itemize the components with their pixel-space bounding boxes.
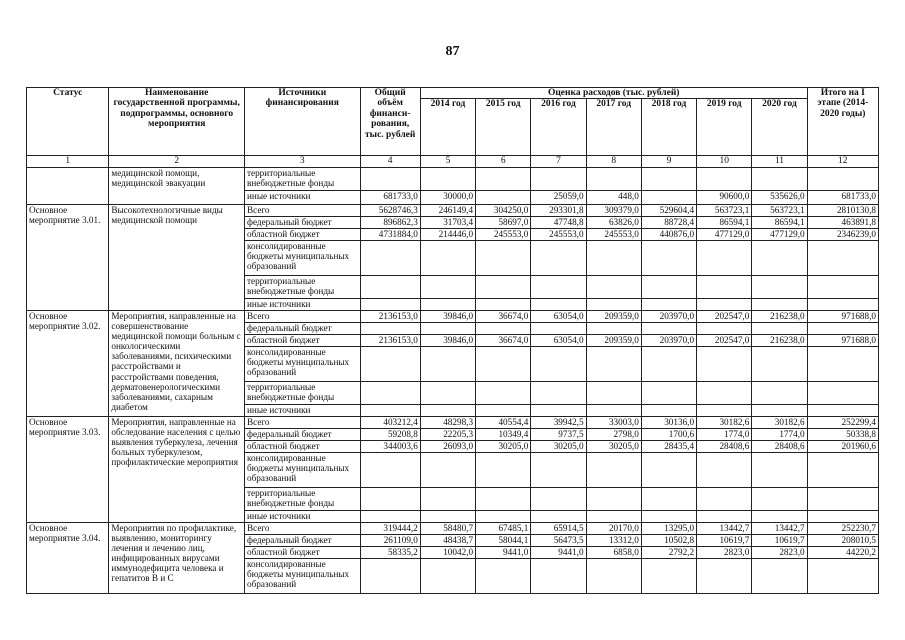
- amount-cell: 293301,8: [531, 204, 586, 216]
- amount-cell: [476, 510, 531, 522]
- amount-cell: 971688,0: [807, 310, 878, 322]
- amount-cell: 10349,4: [476, 428, 531, 440]
- table-body: [27, 156, 879, 593]
- amount-cell: 58335,2: [360, 546, 420, 558]
- amount-cell: [586, 558, 641, 593]
- amount-cell: [586, 452, 641, 487]
- amount-cell: 58697,0: [476, 216, 531, 228]
- amount-cell: 304250,0: [476, 204, 531, 216]
- funding-source: консолидированные бюджеты муниципальных образований: [245, 240, 361, 275]
- amount-cell: [752, 452, 807, 487]
- amount-cell: 59208,8: [360, 428, 420, 440]
- amount-cell: 1774,0: [697, 428, 752, 440]
- table-row: [27, 310, 879, 322]
- amount-cell: [531, 275, 586, 298]
- column-number-row: [27, 156, 879, 167]
- amount-cell: [807, 487, 878, 510]
- amount-cell: [697, 298, 752, 310]
- amount-cell: 63054,0: [531, 310, 586, 322]
- amount-cell: [807, 275, 878, 298]
- amount-cell: [586, 487, 641, 510]
- amount-cell: 214446,0: [420, 228, 475, 240]
- amount-cell: [641, 487, 696, 510]
- amount-cell: 28408,6: [752, 440, 807, 452]
- header-status: Статус: [27, 88, 109, 156]
- amount-cell: 2823,0: [697, 546, 752, 558]
- amount-cell: 30182,6: [752, 416, 807, 428]
- amount-cell: [752, 381, 807, 404]
- amount-cell: 39942,5: [531, 416, 586, 428]
- amount-cell: 319444,2: [360, 522, 420, 534]
- amount-cell: [420, 298, 475, 310]
- column-number: 10: [697, 156, 752, 167]
- amount-cell: [531, 381, 586, 404]
- amount-cell: 448,0: [586, 190, 641, 204]
- amount-cell: [531, 510, 586, 522]
- amount-cell: 10042,0: [420, 546, 475, 558]
- amount-cell: 13295,0: [641, 522, 696, 534]
- funding-source: консолидированные бюджеты муниципальных образований: [245, 346, 361, 381]
- amount-cell: [697, 322, 752, 334]
- amount-cell: 681733,0: [807, 190, 878, 204]
- column-number: 9: [641, 156, 696, 167]
- amount-cell: [476, 558, 531, 593]
- amount-cell: 2823,0: [752, 546, 807, 558]
- amount-cell: [420, 404, 475, 416]
- amount-cell: 10502,8: [641, 534, 696, 546]
- amount-cell: 896862,3: [360, 216, 420, 228]
- amount-cell: [420, 558, 475, 593]
- amount-cell: [586, 404, 641, 416]
- amount-cell: 5628746,3: [360, 204, 420, 216]
- amount-cell: [531, 558, 586, 593]
- amount-cell: 47748,8: [531, 216, 586, 228]
- amount-cell: [641, 381, 696, 404]
- amount-cell: 13442,7: [752, 522, 807, 534]
- funding-source: Всего: [245, 310, 361, 322]
- amount-cell: [586, 510, 641, 522]
- amount-cell: 1700,6: [641, 428, 696, 440]
- amount-cell: 30136,0: [641, 416, 696, 428]
- amount-cell: [586, 298, 641, 310]
- funding-source: областной бюджет: [245, 440, 361, 452]
- amount-cell: 6858,0: [586, 546, 641, 558]
- amount-cell: 50338,8: [807, 428, 878, 440]
- funding-source: областной бюджет: [245, 334, 361, 346]
- amount-cell: [807, 167, 878, 190]
- amount-cell: 203970,0: [641, 334, 696, 346]
- amount-cell: 463891,8: [807, 216, 878, 228]
- funding-source: территориальные внебюджетные фонды: [245, 381, 361, 404]
- column-number: 6: [476, 156, 531, 167]
- amount-cell: [531, 404, 586, 416]
- amount-cell: 563723,1: [752, 204, 807, 216]
- amount-cell: [420, 487, 475, 510]
- amount-cell: [360, 452, 420, 487]
- column-number: 12: [807, 156, 878, 167]
- amount-cell: 36674,0: [476, 334, 531, 346]
- amount-cell: 20170,0: [586, 522, 641, 534]
- amount-cell: 202547,0: [697, 334, 752, 346]
- amount-cell: 535626,0: [752, 190, 807, 204]
- amount-cell: [752, 558, 807, 593]
- header-year: 2019 год: [697, 99, 752, 156]
- amount-cell: 216238,0: [752, 310, 807, 322]
- amount-cell: 90600,0: [697, 190, 752, 204]
- amount-cell: [641, 404, 696, 416]
- amount-cell: [586, 167, 641, 190]
- amount-cell: [420, 510, 475, 522]
- funding-source: областной бюджет: [245, 228, 361, 240]
- amount-cell: [752, 487, 807, 510]
- amount-cell: 2810130,8: [807, 204, 878, 216]
- amount-cell: [420, 240, 475, 275]
- amount-cell: [752, 240, 807, 275]
- amount-cell: [641, 558, 696, 593]
- amount-cell: [531, 346, 586, 381]
- amount-cell: [807, 240, 878, 275]
- funding-source: территориальные внебюджетные фонды: [245, 487, 361, 510]
- amount-cell: 9441,0: [476, 546, 531, 558]
- amount-cell: [807, 558, 878, 593]
- amount-cell: 440876,0: [641, 228, 696, 240]
- amount-cell: [420, 452, 475, 487]
- funding-source: консолидированные бюджеты муниципальных образований: [245, 558, 361, 593]
- amount-cell: 63054,0: [531, 334, 586, 346]
- amount-cell: 4731884,0: [360, 228, 420, 240]
- amount-cell: 2136153,0: [360, 334, 420, 346]
- funding-source: территориальные внебюджетные фонды: [245, 167, 361, 190]
- amount-cell: [360, 298, 420, 310]
- amount-cell: [807, 404, 878, 416]
- amount-cell: 209359,0: [586, 334, 641, 346]
- funding-source: иные источники: [245, 190, 361, 204]
- amount-cell: [697, 381, 752, 404]
- header-year: 2015 год: [476, 99, 531, 156]
- amount-cell: [752, 346, 807, 381]
- amount-cell: 344003,6: [360, 440, 420, 452]
- financing-table: [26, 87, 879, 594]
- status-cell: Основное мероприятие 3.01.: [27, 204, 109, 310]
- measure-name: Мероприятия по профилактике, выявлению, мониторингу лечения и лечению лиц, инфицированных вирусами иммунодефицита человека и гепатитов B и C: [109, 522, 245, 593]
- measure-name: Мероприятия, направленные на совершенствование медицинской помощи больным с онкологическими заболеваниями, психическими расстройствами и расстройствами поведения, дерматовенерологическими заболеваниями, сахарным диабетом: [109, 310, 245, 416]
- amount-cell: [752, 298, 807, 310]
- amount-cell: [697, 558, 752, 593]
- amount-cell: 245553,0: [586, 228, 641, 240]
- amount-cell: 9737,5: [531, 428, 586, 440]
- amount-cell: [360, 510, 420, 522]
- amount-cell: 39846,0: [420, 310, 475, 322]
- funding-source: федеральный бюджет: [245, 534, 361, 546]
- amount-cell: 403212,4: [360, 416, 420, 428]
- amount-cell: [586, 275, 641, 298]
- amount-cell: [360, 167, 420, 190]
- amount-cell: [476, 240, 531, 275]
- amount-cell: [476, 404, 531, 416]
- amount-cell: [641, 452, 696, 487]
- status-cell: Основное мероприятие 3.02.: [27, 310, 109, 416]
- amount-cell: 30205,0: [531, 440, 586, 452]
- amount-cell: [476, 381, 531, 404]
- amount-cell: 2136153,0: [360, 310, 420, 322]
- amount-cell: [476, 346, 531, 381]
- amount-cell: [586, 381, 641, 404]
- amount-cell: [476, 487, 531, 510]
- amount-cell: [420, 167, 475, 190]
- amount-cell: 30182,6: [697, 416, 752, 428]
- amount-cell: 252230,7: [807, 522, 878, 534]
- amount-cell: 261109,0: [360, 534, 420, 546]
- amount-cell: [476, 452, 531, 487]
- amount-cell: 63826,0: [586, 216, 641, 228]
- amount-cell: [476, 275, 531, 298]
- amount-cell: 58480,7: [420, 522, 475, 534]
- amount-cell: [360, 487, 420, 510]
- amount-cell: 209359,0: [586, 310, 641, 322]
- amount-cell: [360, 240, 420, 275]
- amount-cell: [752, 404, 807, 416]
- amount-cell: [641, 167, 696, 190]
- amount-cell: 2792,2: [641, 546, 696, 558]
- amount-cell: [697, 275, 752, 298]
- amount-cell: 86594,1: [697, 216, 752, 228]
- amount-cell: 1774,0: [752, 428, 807, 440]
- amount-cell: 216238,0: [752, 334, 807, 346]
- amount-cell: [641, 298, 696, 310]
- status-cell: [27, 167, 109, 204]
- amount-cell: 40554,4: [476, 416, 531, 428]
- amount-cell: [360, 275, 420, 298]
- amount-cell: 30000,0: [420, 190, 475, 204]
- header-name: Наименование государственной программы, подпрограммы, основного мероприятия: [109, 88, 245, 156]
- amount-cell: [360, 558, 420, 593]
- amount-cell: 201960,6: [807, 440, 878, 452]
- amount-cell: 48298,3: [420, 416, 475, 428]
- funding-source: Всего: [245, 204, 361, 216]
- amount-cell: 309379,0: [586, 204, 641, 216]
- amount-cell: 10619,7: [697, 534, 752, 546]
- amount-cell: [531, 487, 586, 510]
- funding-source: федеральный бюджет: [245, 216, 361, 228]
- amount-cell: [641, 275, 696, 298]
- amount-cell: [807, 298, 878, 310]
- amount-cell: [420, 275, 475, 298]
- table-row: [27, 522, 879, 534]
- amount-cell: [641, 346, 696, 381]
- amount-cell: [420, 322, 475, 334]
- amount-cell: [641, 322, 696, 334]
- header-year: 2016 год: [531, 99, 586, 156]
- funding-source: областной бюджет: [245, 546, 361, 558]
- column-number: 5: [420, 156, 475, 167]
- amount-cell: [360, 346, 420, 381]
- header-sources: Источники финансирования: [245, 88, 361, 156]
- table-row: [27, 416, 879, 428]
- amount-cell: [531, 298, 586, 310]
- amount-cell: [531, 240, 586, 275]
- amount-cell: 477129,0: [697, 228, 752, 240]
- measure-name: Мероприятия, направленные на обследование населения с целью выявления туберкулеза, лечения больных туберкулезом, профилактические мероприятия: [109, 416, 245, 522]
- amount-cell: [531, 167, 586, 190]
- funding-source: Всего: [245, 416, 361, 428]
- amount-cell: [752, 275, 807, 298]
- amount-cell: [807, 452, 878, 487]
- amount-cell: 26093,0: [420, 440, 475, 452]
- amount-cell: 65914,5: [531, 522, 586, 534]
- status-cell: Основное мероприятие 3.04.: [27, 522, 109, 593]
- page-number: 87: [445, 44, 460, 59]
- amount-cell: 67485,1: [476, 522, 531, 534]
- amount-cell: [641, 510, 696, 522]
- amount-cell: 2798,0: [586, 428, 641, 440]
- amount-cell: 10619,7: [752, 534, 807, 546]
- funding-source: федеральный бюджет: [245, 322, 361, 334]
- funding-source: Всего: [245, 522, 361, 534]
- amount-cell: [476, 190, 531, 204]
- amount-cell: [531, 322, 586, 334]
- amount-cell: [420, 381, 475, 404]
- amount-cell: 28408,6: [697, 440, 752, 452]
- amount-cell: 31703,4: [420, 216, 475, 228]
- amount-cell: 13312,0: [586, 534, 641, 546]
- amount-cell: [586, 346, 641, 381]
- amount-cell: [360, 322, 420, 334]
- amount-cell: 9441,0: [531, 546, 586, 558]
- table-row: [27, 167, 879, 190]
- table-row: [27, 204, 879, 216]
- amount-cell: [697, 404, 752, 416]
- amount-cell: 56473,5: [531, 534, 586, 546]
- column-number: 8: [586, 156, 641, 167]
- amount-cell: 30205,0: [586, 440, 641, 452]
- amount-cell: 88728,4: [641, 216, 696, 228]
- amount-cell: 30205,0: [476, 440, 531, 452]
- amount-cell: 246149,4: [420, 204, 475, 216]
- amount-cell: 44220,2: [807, 546, 878, 558]
- amount-cell: [476, 167, 531, 190]
- amount-cell: [697, 346, 752, 381]
- amount-cell: [360, 404, 420, 416]
- amount-cell: 22205,3: [420, 428, 475, 440]
- column-number: 2: [109, 156, 245, 167]
- amount-cell: 245553,0: [476, 228, 531, 240]
- amount-cell: [641, 190, 696, 204]
- amount-cell: [360, 381, 420, 404]
- amount-cell: 13442,7: [697, 522, 752, 534]
- header-year: 2017 год: [586, 99, 641, 156]
- column-number: 11: [752, 156, 807, 167]
- amount-cell: [641, 240, 696, 275]
- amount-cell: [697, 487, 752, 510]
- amount-cell: 529604,4: [641, 204, 696, 216]
- amount-cell: 252299,4: [807, 416, 878, 428]
- amount-cell: [752, 167, 807, 190]
- amount-cell: [586, 322, 641, 334]
- amount-cell: [476, 322, 531, 334]
- column-number: 3: [245, 156, 361, 167]
- header-estimate: Оценка расходов (тыс. рублей): [420, 88, 807, 99]
- amount-cell: 971688,0: [807, 334, 878, 346]
- funding-source: иные источники: [245, 298, 361, 310]
- status-cell: Основное мероприятие 3.03.: [27, 416, 109, 522]
- amount-cell: [697, 167, 752, 190]
- amount-cell: [752, 510, 807, 522]
- amount-cell: 86594,1: [752, 216, 807, 228]
- amount-cell: 203970,0: [641, 310, 696, 322]
- amount-cell: 48438,7: [420, 534, 475, 546]
- funding-source: иные источники: [245, 510, 361, 522]
- amount-cell: [697, 240, 752, 275]
- amount-cell: [807, 510, 878, 522]
- amount-cell: [807, 346, 878, 381]
- funding-source: консолидированные бюджеты муниципальных образований: [245, 452, 361, 487]
- amount-cell: [807, 322, 878, 334]
- amount-cell: 208010,5: [807, 534, 878, 546]
- amount-cell: [420, 346, 475, 381]
- amount-cell: 477129,0: [752, 228, 807, 240]
- amount-cell: [752, 322, 807, 334]
- amount-cell: [697, 452, 752, 487]
- amount-cell: 25059,0: [531, 190, 586, 204]
- funding-source: федеральный бюджет: [245, 428, 361, 440]
- amount-cell: 2346239,0: [807, 228, 878, 240]
- header-year: 2018 год: [641, 99, 696, 156]
- funding-source: территориальные внебюджетные фонды: [245, 275, 361, 298]
- amount-cell: 39846,0: [420, 334, 475, 346]
- amount-cell: 58044,1: [476, 534, 531, 546]
- measure-name: медицинской помощи, медицинской эвакуации: [109, 167, 245, 204]
- column-number: 7: [531, 156, 586, 167]
- column-number: 4: [360, 156, 420, 167]
- header-year: 2020 год: [752, 99, 807, 156]
- header-final-total: Итого на I этапе (2014-2020 годы): [807, 88, 878, 156]
- amount-cell: 563723,1: [697, 204, 752, 216]
- amount-cell: [586, 240, 641, 275]
- amount-cell: 681733,0: [360, 190, 420, 204]
- amount-cell: [531, 452, 586, 487]
- amount-cell: [476, 298, 531, 310]
- amount-cell: 202547,0: [697, 310, 752, 322]
- amount-cell: [807, 381, 878, 404]
- header-year: 2014 год: [420, 99, 475, 156]
- amount-cell: 28435,4: [641, 440, 696, 452]
- funding-source: иные источники: [245, 404, 361, 416]
- column-number: 1: [27, 156, 109, 167]
- header-total-volume: Общий объём финанси-рования, тыс. рублей: [360, 88, 420, 156]
- amount-cell: 36674,0: [476, 310, 531, 322]
- amount-cell: 33003,0: [586, 416, 641, 428]
- amount-cell: 245553,0: [531, 228, 586, 240]
- amount-cell: [697, 510, 752, 522]
- measure-name: Высокотехнологичные виды медицинской помощи: [109, 204, 245, 310]
